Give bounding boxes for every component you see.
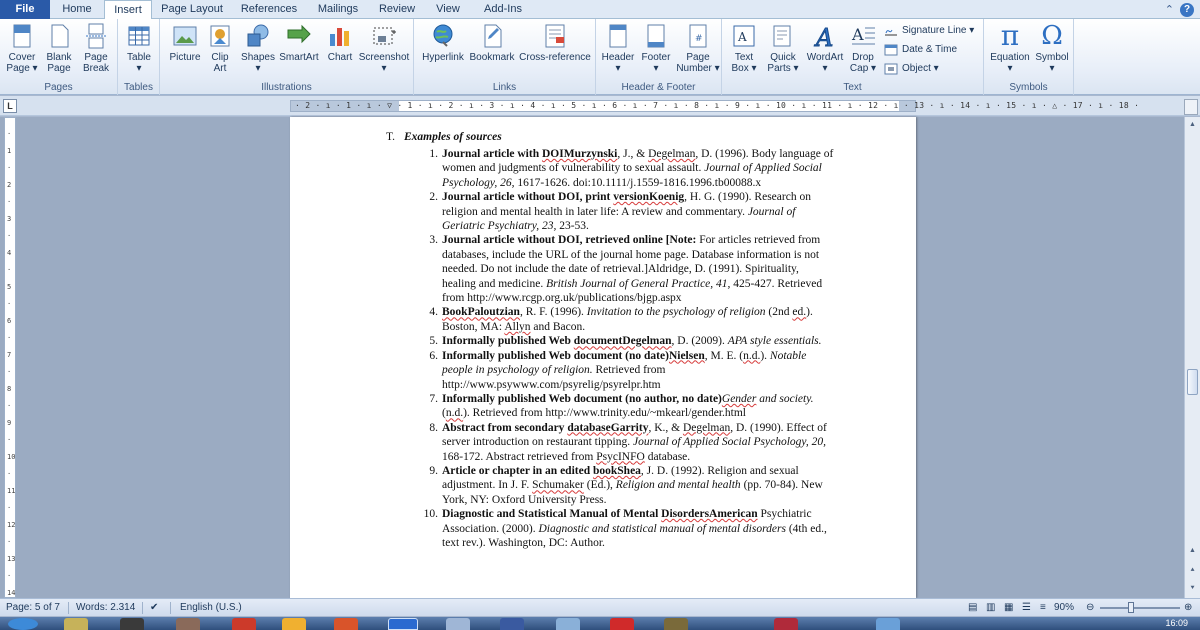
page-number-icon — [684, 22, 712, 50]
pi-icon: π — [1000, 19, 1020, 52]
page-break-icon — [82, 22, 110, 50]
scroll-up-icon[interactable]: ▲ — [1189, 121, 1196, 128]
taskbar-app-icon[interactable] — [556, 618, 580, 630]
zoom-level[interactable]: 90% — [1054, 602, 1075, 613]
cover-page-icon — [8, 22, 36, 50]
text-box-button[interactable]: A Text Box ▾ — [726, 22, 762, 74]
object-button[interactable]: Object ▾ — [884, 60, 939, 78]
smartart-button[interactable]: SmartArt — [278, 22, 320, 63]
svg-text:#: # — [695, 34, 703, 44]
chart-button[interactable]: Chart — [324, 22, 356, 63]
tab-mailings[interactable]: Mailings — [317, 3, 359, 15]
wordart-button[interactable]: A WordArt ▾ — [806, 24, 844, 74]
vertical-ruler-tick: 14 — [7, 589, 16, 597]
table-button[interactable]: Table ▾ — [122, 22, 156, 74]
object-icon — [884, 63, 898, 75]
outline-icon[interactable]: ☰ — [1022, 602, 1031, 613]
tab-add-ins[interactable]: Add-Ins — [484, 3, 522, 15]
clip-art-icon — [206, 22, 234, 50]
page-count[interactable]: Page: 5 of 7 — [6, 602, 60, 613]
chart-icon — [326, 22, 354, 50]
vertical-ruler-tick: · — [7, 572, 12, 580]
zoom-slider[interactable] — [1100, 607, 1180, 609]
hyperlink-icon — [429, 22, 457, 50]
list-item: 7. Informally published Web document (no author, no date)Gender and society. (n.d.). Retrieved from http://www.trinity.edu/~mkearl/gender.html — [429, 392, 814, 420]
tab-home[interactable]: Home — [62, 3, 92, 15]
window-controls — [1165, 2, 1194, 17]
vertical-ruler-tick: 5 — [7, 283, 12, 291]
signature-line-icon — [884, 25, 898, 37]
signature-line-button[interactable]: Signature Line ▾ — [884, 22, 974, 40]
list-item: 6. Informally published Web document (no date)Nielsen, M. E. (n.d.). Notable people in psychology of religion. Retrieved from http://www.psywww.com/psyrelig/psyrelpr.htm — [429, 349, 807, 391]
ruler-ticks: · 2 · ı · 1 · ı · ▽ · 1 · ı · 2 · ı · 3 · ı · 4 · ı · 5 · ı · 6 · ı · 7 · ı · 8 · ı · 9 · ı · 10 · ı · 11 · ı · 12 · ı · 13 · ı · 14 · ı · 15 · ı · △ · 17 · ı · 18 · — [295, 101, 1140, 110]
heading-letter: T. — [386, 131, 396, 143]
ruler-strip[interactable] — [290, 100, 1140, 112]
taskbar-word-icon[interactable] — [388, 618, 418, 630]
document-page[interactable] — [290, 117, 916, 598]
taskbar-folder-icon[interactable] — [64, 618, 88, 630]
vertical-ruler — [4, 117, 16, 598]
list-item: 3. Journal article without DOI, retrieved online [Note: For articles retrieved from databases, include the URL of the journal home page. Database information is not needed. Do not include the date of retrieval.]Aldridge, D. (1991). Spirituality, healing and medicine. British Journal of General Practice, 41, 425-427. Retrieved from http://www.rcgp.org.uk/publications/bjgp.aspx — [429, 234, 823, 305]
tab-selector[interactable]: L — [3, 99, 17, 113]
vertical-ruler-tick: 9 — [7, 419, 12, 427]
previous-page-icon[interactable]: ⯅ — [1189, 567, 1196, 574]
taskbar-app-icon[interactable] — [664, 618, 688, 630]
vertical-ruler-tick: 11 — [7, 487, 16, 495]
word-count[interactable]: Words: 2.314 — [76, 602, 136, 613]
equation-button[interactable]: π Equation ▾ — [990, 19, 1030, 74]
group-header-footer — [596, 19, 722, 95]
minimize-ribbon-icon[interactable]: ⌃ — [1164, 4, 1174, 16]
vertical-ruler-tick: 8 — [7, 385, 12, 393]
taskbar-app-icon[interactable] — [334, 618, 358, 630]
calendar-icon — [884, 44, 898, 56]
zoom-in-icon[interactable]: ⊕ — [1184, 602, 1193, 613]
group-label-text: Text — [843, 82, 862, 93]
group-label-header-footer: Header & Footer — [621, 82, 696, 93]
hyperlink-button[interactable]: Hyperlink — [420, 22, 466, 63]
screenshot-button[interactable]: Screenshot ▾ — [358, 22, 410, 74]
horizontal-ruler — [0, 96, 1200, 116]
list-item: 5. Informally published Web documentDegelman, D. (2009). APA style essentials. — [429, 335, 822, 348]
bookmark-button[interactable]: Bookmark — [468, 22, 516, 63]
vertical-ruler-tick: · — [7, 436, 12, 444]
zoom-out-icon[interactable]: ⊖ — [1086, 602, 1095, 613]
shapes-button[interactable]: Shapes ▾ — [240, 22, 276, 74]
page-number-button[interactable]: # Page Number ▾ — [676, 22, 720, 74]
next-page-icon[interactable]: ⯆ — [1189, 585, 1196, 592]
full-screen-reading-icon[interactable]: ▥ — [986, 602, 996, 613]
group-text — [722, 19, 984, 95]
vertical-ruler-tick: 4 — [7, 249, 12, 257]
page-break-button[interactable]: Page Break — [78, 22, 114, 74]
omega-icon: Ω — [1041, 21, 1063, 51]
ribbon-tab-bar — [0, 0, 1200, 19]
group-links — [414, 19, 596, 95]
smartart-icon — [285, 22, 313, 50]
group-pages — [0, 19, 118, 95]
wordart-icon — [811, 22, 839, 50]
vertical-ruler-tick: · — [7, 232, 12, 240]
help-icon[interactable]: ? — [1180, 3, 1194, 17]
cross-reference-button[interactable]: Cross-reference — [518, 22, 592, 63]
taskbar-app-icon[interactable] — [176, 618, 200, 630]
zoom-slider-thumb[interactable] — [1128, 602, 1134, 613]
vertical-ruler-tick: 2 — [7, 181, 12, 189]
group-label-symbols: Symbols — [1009, 82, 1048, 93]
header-icon — [604, 22, 632, 50]
group-label-pages: Pages — [44, 82, 73, 93]
vertical-ruler-tick: 13 — [7, 555, 16, 563]
proofing-icon[interactable]: ✔ — [150, 602, 159, 613]
quick-parts-icon — [769, 22, 797, 50]
vertical-scrollbar[interactable] — [1184, 117, 1200, 598]
blank-page-button[interactable]: Blank Page — [42, 22, 76, 74]
reference-list — [418, 147, 834, 550]
list-item: 8. Abstract from secondary databaseGarrity, K., & Degelman, D. (1990). Effect of server introduction on restaurant tipping. Journal of Applied Social Psychology, 20, 168-172. Abstract retrieved from PsycINFO database. — [429, 421, 827, 463]
vertical-ruler-tick: · — [7, 402, 12, 410]
quick-parts-button[interactable]: Quick Parts ▾ — [764, 22, 802, 74]
tab-review[interactable]: Review — [378, 3, 416, 15]
group-label-tables: Tables — [124, 82, 153, 93]
taskbar-app-icon[interactable] — [500, 618, 524, 630]
section-heading — [386, 131, 502, 143]
status-bar — [0, 598, 1200, 616]
picture-button[interactable]: Picture — [166, 22, 204, 63]
scroll-down-icon[interactable]: ▲ — [1189, 547, 1196, 554]
start-button-icon[interactable] — [8, 618, 38, 630]
symbol-button[interactable]: Ω Symbol ▾ — [1035, 21, 1069, 74]
vertical-ruler-tick: · — [7, 164, 12, 172]
vertical-ruler-tick: · — [7, 198, 12, 206]
clip-art-button[interactable]: Clip Art — [206, 22, 234, 74]
svg-text:A: A — [852, 25, 864, 44]
tab-view[interactable]: View — [436, 3, 460, 15]
date-time-button[interactable]: Date & Time — [884, 41, 957, 59]
heading-text: Examples of sources — [404, 131, 502, 143]
list-item: 4. BookPaloutzian, R. F. (1996). Invitation to the psychology of religion (2nd ed.). Boston, MA: Allyn and Bacon. — [429, 306, 813, 333]
vertical-ruler-tick: 12 — [7, 521, 16, 529]
view-ruler-button[interactable] — [1184, 99, 1198, 115]
vertical-ruler-tick: · — [7, 538, 12, 546]
language-indicator[interactable]: English (U.S.) — [180, 602, 242, 613]
drop-cap-button[interactable]: A Drop Cap ▾ — [848, 22, 878, 74]
cross-reference-icon — [541, 22, 569, 50]
vertical-ruler-tick: · — [7, 504, 12, 512]
scroll-thumb[interactable] — [1187, 369, 1198, 395]
taskbar — [0, 617, 1200, 630]
taskbar-app-icon[interactable] — [282, 618, 306, 630]
table-icon — [125, 22, 153, 50]
tab-references[interactable]: References — [240, 3, 298, 15]
vertical-ruler-tick: · — [7, 266, 12, 274]
blank-page-icon — [45, 22, 73, 50]
vertical-ruler-tick: 3 — [7, 215, 12, 223]
group-label-links: Links — [492, 82, 517, 93]
tab-insert[interactable]: Insert — [104, 0, 152, 20]
draft-icon[interactable]: ≡ — [1040, 602, 1046, 613]
system-clock[interactable]: 16:09 — [1165, 618, 1188, 628]
footer-button[interactable]: Footer ▾ — [638, 22, 674, 74]
group-illustrations — [160, 19, 414, 95]
shapes-icon — [244, 22, 272, 50]
vertical-ruler-tick: · — [7, 300, 12, 308]
cover-page-button[interactable]: Cover Page ▾ — [4, 22, 40, 74]
vertical-ruler-tick: 1 — [7, 147, 12, 155]
taskbar-app-icon[interactable] — [446, 618, 470, 630]
group-tables — [118, 19, 160, 95]
list-item: 9. Article or chapter in an edited bookShea, J. D. (1992). Religion and sexual adjustment. In J. F. Schumaker (Ed.), Religion and mental health (pp. 70-84). New York, NY: Oxford University Press. — [429, 464, 823, 506]
taskbar-app-icon[interactable] — [774, 618, 798, 630]
print-layout-icon[interactable]: ▤ — [968, 602, 978, 613]
document-area — [0, 117, 1184, 598]
list-item: 10. Diagnostic and Statistical Manual of Mental DisordersAmerican Psychiatric Association. (2000). Diagnostic and statistical manual of mental disorders (4th ed., text rev.). Washington, DC: Author. — [423, 508, 827, 549]
list-item: 2. Journal article without DOI, print versionKoenig, H. G. (1990). Research on religion and mental health in later life: A review and commentary. Journal of Geriatric Psychiatry, 23, 23-53. — [429, 191, 811, 233]
tab-file[interactable]: File — [0, 0, 50, 19]
vertical-ruler-tick: · — [7, 130, 12, 138]
bookmark-icon — [478, 22, 506, 50]
vertical-ruler-tick: 6 — [7, 317, 12, 325]
header-button[interactable]: Header ▾ — [600, 22, 636, 74]
footer-icon — [642, 22, 670, 50]
vertical-ruler-tick: · — [7, 470, 12, 478]
vertical-ruler-tick: 7 — [7, 351, 12, 359]
vertical-ruler-tick: 10 — [7, 453, 16, 461]
taskbar-app-icon[interactable] — [120, 618, 144, 630]
svg-text:A: A — [816, 24, 834, 52]
taskbar-app-icon[interactable] — [610, 618, 634, 630]
group-symbols — [984, 19, 1074, 95]
taskbar-app-icon[interactable] — [876, 618, 900, 630]
taskbar-app-icon[interactable] — [232, 618, 256, 630]
screenshot-icon — [370, 22, 398, 50]
web-layout-icon[interactable]: ▦ — [1004, 602, 1014, 613]
svg-text:A: A — [738, 30, 747, 44]
list-item: 1. Journal article with DOIMurzynski, J., & Degelman, D. (1996). Body language of women and judgments of vulnerability to sexual assault. Journal of Applied Social Psychology, 26, 1617-1626. doi:10.1111/j.1559-1816.1996.tb00088.x — [429, 148, 834, 189]
group-label-illustrations: Illustrations — [261, 82, 312, 93]
tab-page-layout[interactable]: Page Layout — [161, 3, 223, 15]
picture-icon — [171, 22, 199, 50]
drop-cap-icon — [849, 22, 877, 50]
vertical-ruler-tick: · — [7, 368, 12, 376]
ribbon-insert — [0, 19, 1200, 95]
vertical-ruler-tick: · — [7, 334, 12, 342]
text-box-icon — [730, 22, 758, 50]
